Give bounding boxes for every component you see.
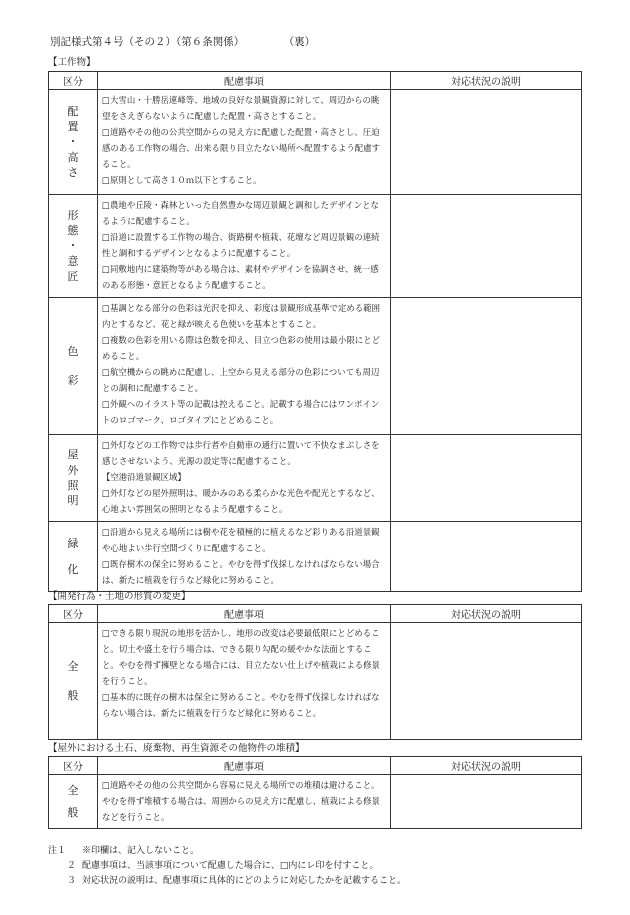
table-row xyxy=(49,775,582,829)
category-char: 般 xyxy=(67,689,79,702)
table-row xyxy=(49,298,582,435)
section-title-development: 【開発行為・土地の形質の変更】 xyxy=(48,591,191,602)
category-char: 全 xyxy=(67,784,79,798)
category-cell xyxy=(49,775,98,829)
header-kubun: 区分 xyxy=(49,757,98,775)
checklist-item[interactable]: □航空機からの眺めに配慮し、上空から見える部分の色彩についても周辺との調和に配慮すること。 xyxy=(102,367,380,393)
section-title-storage: 【屋外における土石、廃棄物、再生資源その他物件の堆積】 xyxy=(48,743,305,754)
category-char: 高 xyxy=(67,150,79,164)
table-row xyxy=(49,435,582,522)
checklist-item[interactable]: □原則として高さ１０ｍ以下とすること。 xyxy=(102,175,262,185)
header-setsumei: 対応状況の説明 xyxy=(391,757,582,775)
items-cell xyxy=(98,522,391,592)
category-char: 明 xyxy=(67,494,79,508)
development-table xyxy=(48,604,582,740)
category-char: 照 xyxy=(67,479,79,492)
checklist-item[interactable]: □複数の色彩を用いる際は色数を抑え、目立つ色彩の使用は最小限にとどめること。 xyxy=(102,335,381,361)
category-char: 彩 xyxy=(67,374,79,387)
items-cell xyxy=(98,195,391,298)
checklist-item[interactable]: □外灯などの屋外照明は、暖かみのある柔らかな光色や配光とするなど、心地よい雰囲気の照明となるよう配慮すること。 xyxy=(102,488,380,514)
response-field[interactable] xyxy=(391,623,582,740)
header-jiko: 配慮事項 xyxy=(98,605,391,623)
response-field[interactable] xyxy=(391,298,582,435)
category-char xyxy=(49,359,97,373)
response-field[interactable] xyxy=(391,522,582,592)
items-cell xyxy=(98,298,391,435)
category-char: 態 xyxy=(67,223,79,237)
header-jiko: 配慮事項 xyxy=(98,72,391,90)
response-field[interactable] xyxy=(391,195,582,298)
category-char: 配 xyxy=(67,104,79,118)
checklist-item[interactable]: □できる限り現況の地形を活かし、地形の改変は必要最低限にとどめること。切土や盛土を行う場合は、できる限り勾配の緩やかな法面とすること。やむを得ず擁壁となる場合には、目立たない仕上げや植栽による修景を行うこと。 xyxy=(102,628,381,686)
category-char: 形 xyxy=(67,208,79,222)
checklist-item[interactable]: □農地や丘陵・森林といった自然豊かな周辺景観と調和したデザインとなるように配慮すること。 xyxy=(102,200,379,226)
response-field[interactable] xyxy=(391,90,582,195)
checklist-item[interactable]: □基本的に既存の樹木は保全に努めること。やむを得ず伐採しなければならない場合は、新たに植栽を行うなど緑化に努めること。 xyxy=(102,692,380,718)
back-side-label: （裏） xyxy=(283,36,316,48)
category-char: さ xyxy=(67,166,79,180)
table-header-row xyxy=(49,72,582,90)
structures-table xyxy=(48,71,582,592)
checklist-item[interactable]: □道路やその他の公共空間からの見え方に配慮した配置・高さとし、圧迫感のある工作物の場合、出来る限り目立たない場所へ配置するよう配慮すること。 xyxy=(102,127,381,169)
category-char: 化 xyxy=(67,562,79,576)
category-char: ・ xyxy=(67,135,79,149)
items-cell xyxy=(98,435,391,522)
category-cell xyxy=(49,435,98,522)
header-setsumei: 対応状況の説明 xyxy=(391,72,582,90)
footnote-text: 対応状況の説明は、配慮事項に具体的にどのように対応したかを記載すること。 xyxy=(82,876,407,886)
form-title: 別記様式第４号（その２）（第６条関係） xyxy=(50,36,245,48)
table-row xyxy=(49,90,582,195)
items-cell xyxy=(98,90,391,195)
footnote xyxy=(48,844,406,859)
category-cell xyxy=(49,298,98,435)
footnote xyxy=(48,874,406,889)
category-char: 匠 xyxy=(67,270,79,284)
category-cell xyxy=(49,195,98,298)
section-title-structures: 【工作物】 xyxy=(48,57,96,68)
footnote-text: ※印欄は、記入しないこと。 xyxy=(82,846,200,856)
category-char xyxy=(49,552,97,562)
footnotes xyxy=(48,844,406,889)
checklist-item[interactable]: □大雪山・十勝岳連峰等、地域の良好な景観資源に対して、周辺からの眺望をさえぎらないように配慮した配置・高さとすること。 xyxy=(102,95,380,121)
footnote xyxy=(48,859,406,874)
items-cell xyxy=(98,623,391,740)
category-char: 意 xyxy=(67,254,79,268)
header-kubun: 区分 xyxy=(49,605,98,623)
table-row xyxy=(49,623,582,740)
header-kubun: 区分 xyxy=(49,72,98,90)
category-char: ・ xyxy=(67,239,79,253)
table-row xyxy=(49,522,582,592)
category-char: 外 xyxy=(67,463,79,477)
category-cell xyxy=(49,623,98,740)
checklist-item[interactable]: □同敷地内に建築物等がある場合は、素材やデザインを協調させ、統一感のある形態・意匠となるよう配慮すること。 xyxy=(102,264,379,290)
table-header-row xyxy=(49,605,582,623)
storage-table xyxy=(48,756,582,829)
category-char: 色 xyxy=(67,344,79,358)
category-char: 屋 xyxy=(67,448,79,462)
category-cell xyxy=(49,90,98,195)
items-cell xyxy=(98,775,391,829)
form-header xyxy=(50,34,315,49)
category-cell xyxy=(49,522,98,592)
footnote-number: ３ xyxy=(66,876,76,886)
checklist-item[interactable]: □基調となる部分の色彩は光沢を抑え、彩度は景観形成基準で定める範囲内とするなど、花と緑が映える色使いを基本とすること。 xyxy=(102,303,381,329)
checklist-item[interactable]: □外灯などの工作物では歩行者や自動車の通行に置いて不快なまぶしさを感じさせないよう、光源の設定等に配慮すること。 xyxy=(102,440,380,466)
checklist-item[interactable]: □沿道に設置する工作物の場合、街路樹や植栽、花壇など周辺景観の連続性と調和するデザインとなるように配慮すること。 xyxy=(102,232,380,258)
table-row xyxy=(49,195,582,298)
category-char: 緑 xyxy=(67,537,79,551)
table-header-row xyxy=(49,757,582,775)
footnote-number: 注１ xyxy=(48,846,67,856)
response-field[interactable] xyxy=(391,775,582,829)
checklist-item[interactable]: □沿道から見える場所には樹や花を積極的に植えるなど彩りある沿道景観や心地よい歩行空間づくりに配慮すること。 xyxy=(102,527,380,553)
header-jiko: 配慮事項 xyxy=(98,757,391,775)
checklist-item[interactable]: □外観へのイラスト等の記載は控えること。記載する場合にはワンポイントのロゴマーク、ロゴタイプにとどめること。 xyxy=(102,399,380,425)
header-setsumei: 対応状況の説明 xyxy=(391,605,582,623)
subsection-heading: 【空港沿道景観区域】 xyxy=(102,472,186,482)
checklist-item[interactable]: □既存樹木の保全に努めること。やむを得ず伐採しなければならない場合は、新たに植栽を行うなど緑化に努めること。 xyxy=(102,559,380,585)
category-char: 置 xyxy=(67,119,79,133)
category-char xyxy=(49,674,97,688)
footnote-number: ２ xyxy=(66,861,76,871)
category-char: 全 xyxy=(67,659,79,673)
response-field[interactable] xyxy=(391,435,582,522)
footnote-text: 配慮事項は、当該事項について配慮した場合に、□内にレ印を付すこと。 xyxy=(82,861,379,871)
checklist-item[interactable]: □道路やその他の公共空間から容易に見える場所での堆積は避けること。やむを得ず堆積する場合は、周囲からの見え方に配慮し、植栽による修景などを行うこと。 xyxy=(102,780,381,822)
category-char: 般 xyxy=(67,805,79,819)
